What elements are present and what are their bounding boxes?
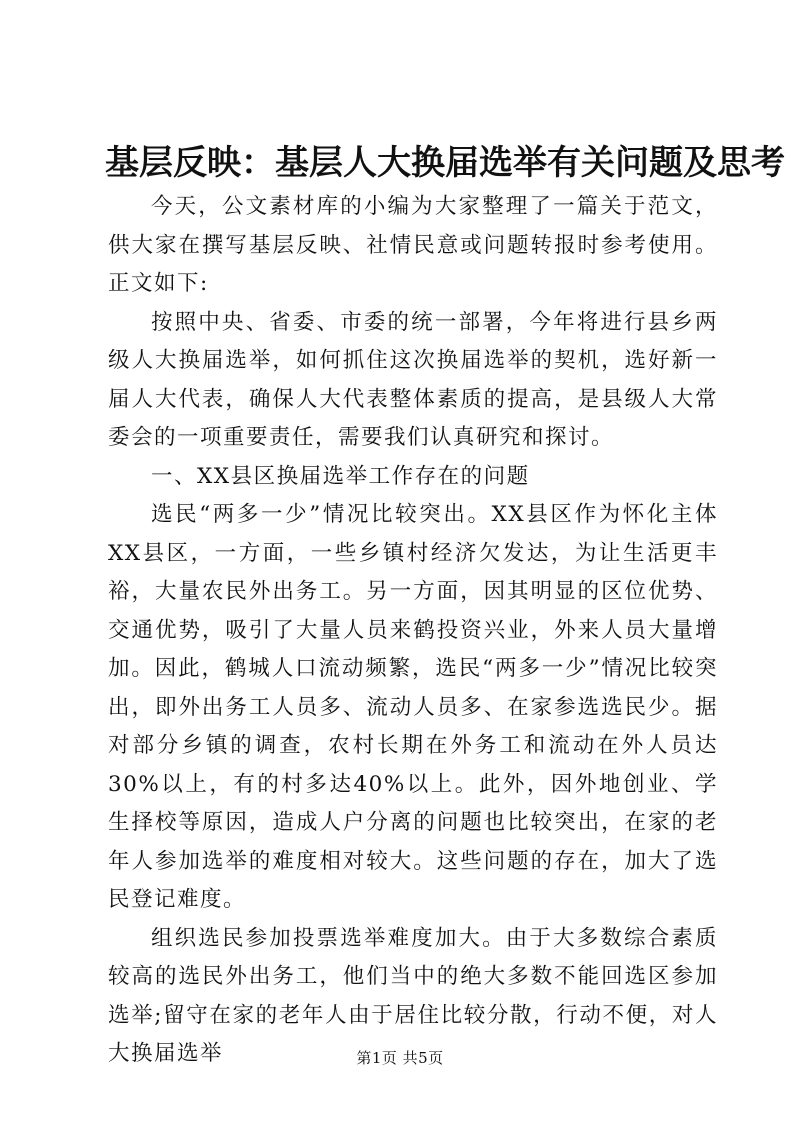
page-footer: 第1页 共5页 — [356, 1049, 444, 1067]
paragraph-voting-difficulty: 组织选民参加投票选举难度加大。由于大多数综合素质较高的选民外出务工，他们当中的绝大多数不能回选区参加选举;留守在家的老年人由于居住比较分散，行动不便，对人大换届选举 — [108, 925, 718, 1066]
paragraph-background: 按照中央、省委、市委的统一部署，今年将进行县乡两级人大换届选举，如何抓住这次换届选举的契机，选好新一届人大代表，确保人大代表整体素质的提高，是县级人大常委会的一项重要责任，需要我们认真研究和探讨。 — [108, 309, 718, 450]
document-title: 基层反映：基层人大换届选举有关问题及思考 — [105, 143, 785, 183]
document-body — [108, 188, 718, 1074]
paragraph-voters-issue: 选民“两多一少”情况比较突出。XX县区作为怀化主体XX县区，一方面，一些乡镇村经济欠发达，为让生活更丰裕，大量农民外出务工。另一方面，因其明显的区位优势、交通优势，吸引了大量人员来鹤投资兴业，外来人员大量增加。因此，鹤城人口流动频繁，选民“两多一少”情况比较突出，即外出务工人员多、流动人员多、在家参选选民少。据对部分乡镇的调查，农村长期在外务工和流动在外人员达30%以上，有的村多达40%以上。此外，因外地创业、学生择校等原因，造成人户分离的问题也比较突出，在家的老年人参加选举的难度相对较大。这些问题的存在，加大了选民登记难度。 — [108, 502, 718, 912]
section-heading: 一、XX县区换届选举工作存在的问题 — [151, 463, 530, 489]
paragraph-intro: 今天，公文素材库的小编为大家整理了一篇关于范文，供大家在撰写基层反映、社情民意或问题转报时参考使用。正文如下: — [108, 194, 718, 296]
